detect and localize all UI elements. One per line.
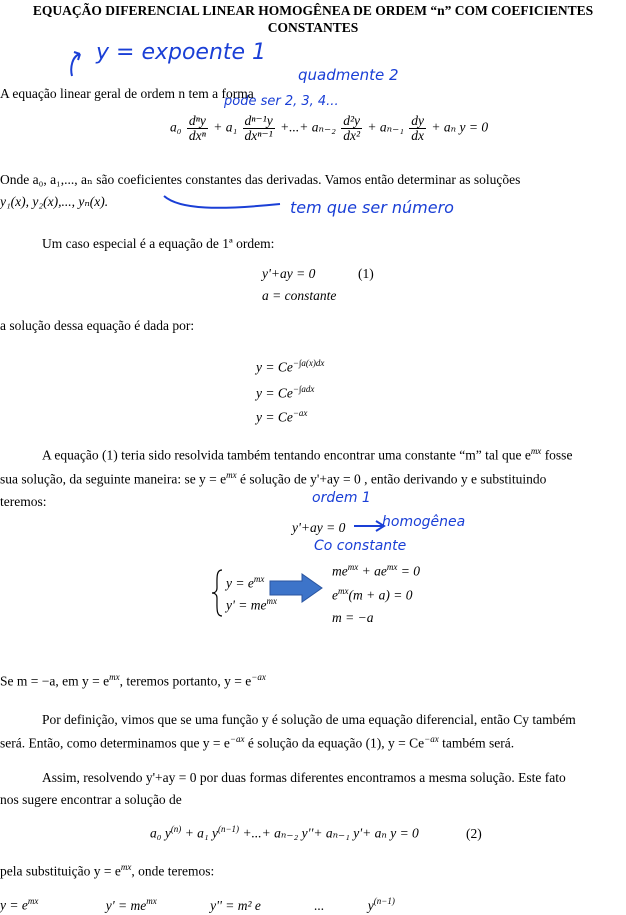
paragraph-result: Se m = −a, em $y = e^{mx}$, teremos portanto, $y = e^{-ax}$ — [0, 672, 266, 689]
paragraph-alt-method-3: teremos: — [0, 494, 47, 509]
equation-general: a₀ $\frac{\text{dⁿy}}{\text{dxⁿ}}$ + a₁ $\frac{\text{dⁿ⁻¹y}}{\text{dxⁿ⁻¹}}$ +...+ aₙ₋₂ $\frac{\text{d²y}}{\text{dx²}}$ + aₙ₋₁ $\frac{dy}{dx}$ + aₙ y = 0 — [170, 113, 489, 143]
paragraph-solution-given: a solução dessa equação é dada por: — [0, 318, 195, 333]
solution-line-2: $y = Ce^{-\int adx}$ — [256, 384, 315, 401]
fraction-dn: $\frac{\text{dⁿy}}{\text{dxⁿ}}$ — [188, 113, 206, 143]
paragraph-intro: A equação linear geral de ordem n tem a forma — [0, 86, 254, 101]
derivation-line-4: m = −a — [332, 610, 374, 625]
handwriting-note-pode-ser: pode ser 2, 3, 4... — [224, 94, 339, 109]
paragraph-alt-method-2: sua solução, da seguinte maneira: se $y = e^{mx}$ é solução de y'+ay = 0 , então derivando y e substituindo — [0, 470, 547, 487]
arrow-right-icon — [268, 572, 324, 604]
solution-line-1: $y = Ce^{-\int a(x)dx}$ — [256, 358, 325, 375]
fraction-d1: $\frac{dy}{dx}$ — [411, 113, 425, 143]
system-line-2: $y' = me^{mx}$ — [226, 596, 277, 613]
paragraph-special-case: Um caso especial é a equação de 1ª ordem: — [42, 236, 275, 251]
handwriting-note-constante: Co constante — [314, 538, 407, 554]
solution-line-3: $y = Ce^{-ax}$ — [256, 408, 308, 425]
fraction-d2: $\frac{\text{d²y}}{\text{dx²}}$ — [343, 113, 360, 143]
handwriting-note-numero: tem que ser número — [290, 198, 454, 217]
derivatives-line: $y = e^{mx}$ $y' = me^{mx}$ y'' = m² e ... $y^{(n-1)}$ — [0, 896, 395, 913]
page-title-line1: EQUAÇÃO DIFERENCIAL LINEAR HOMOGÊNEA DE ORDEM “n” COM COEFICIENTES — [32, 3, 594, 18]
equation-2: a₀ $y^{(n)} + a_1$ $y^{(n-1)}$ +...+ aₙ₋₂ y''+ aₙ₋₁ y'+ aₙ y = 0 — [150, 824, 419, 841]
handwriting-arrow-2 — [160, 190, 290, 214]
paragraph-solutions-list: y₁(x), y₂(x),..., yₙ(x). — [0, 194, 109, 209]
handwriting-note-homogenea: homogênea — [382, 514, 466, 530]
brace-icon — [210, 568, 224, 618]
equation-first-order: y'+ay = 0 — [262, 266, 316, 281]
derivation-line-1: y'+ay = 0 — [292, 520, 346, 535]
handwriting-note-quadmente: quadmente 2 — [298, 66, 399, 84]
paragraph-definition-2: será. Então, como determinamos que $y = e^{-ax}$ é solução da equação (1), $y = Ce^{-ax}$ também será. — [0, 734, 515, 751]
paragraph-alt-method-1: A equação (1) teria sido resolvida também tentando encontrar uma constante “m” tal que $e^{mx}$ fosse — [42, 446, 573, 463]
paragraph-thus-1: Assim, resolvendo y'+ay = 0 por duas formas diferentes encontramos a mesma solução. Este fato — [42, 770, 566, 785]
paragraph-coefficients: Onde a₀, a₁,..., aₙ são coeficientes constantes das derivadas. Vamos então determinar as soluções — [0, 172, 521, 187]
derivation-line-2: $me^{mx} + ae^{mx} = 0$ — [332, 562, 420, 579]
equation-constant: a = constante — [262, 288, 337, 303]
paragraph-substitution: pela substituição $y = e^{mx}$, onde teremos: — [0, 862, 215, 879]
equation-number-1: (1) — [358, 266, 374, 281]
paragraph-definition-1: Por definição, vimos que se uma função y é solução de uma equação diferencial, então Cy também — [42, 712, 576, 727]
handwriting-note-ordem: ordem 1 — [312, 490, 371, 506]
system-line-1: $y = e^{mx}$ — [226, 574, 265, 591]
equation-number-2: (2) — [466, 826, 482, 841]
page-title-line2: CONSTANTES — [267, 20, 359, 35]
fraction-dn-1: $\frac{\text{dⁿ⁻¹y}}{\text{dxⁿ⁻¹}}$ — [244, 113, 273, 143]
derivation-line-3: $e^{mx}(m + a) = 0$ — [332, 586, 413, 603]
handwriting-note-exponent: y = expoente 1 — [96, 40, 267, 65]
paragraph-thus-2: nos sugere encontrar a solução de — [0, 792, 182, 807]
